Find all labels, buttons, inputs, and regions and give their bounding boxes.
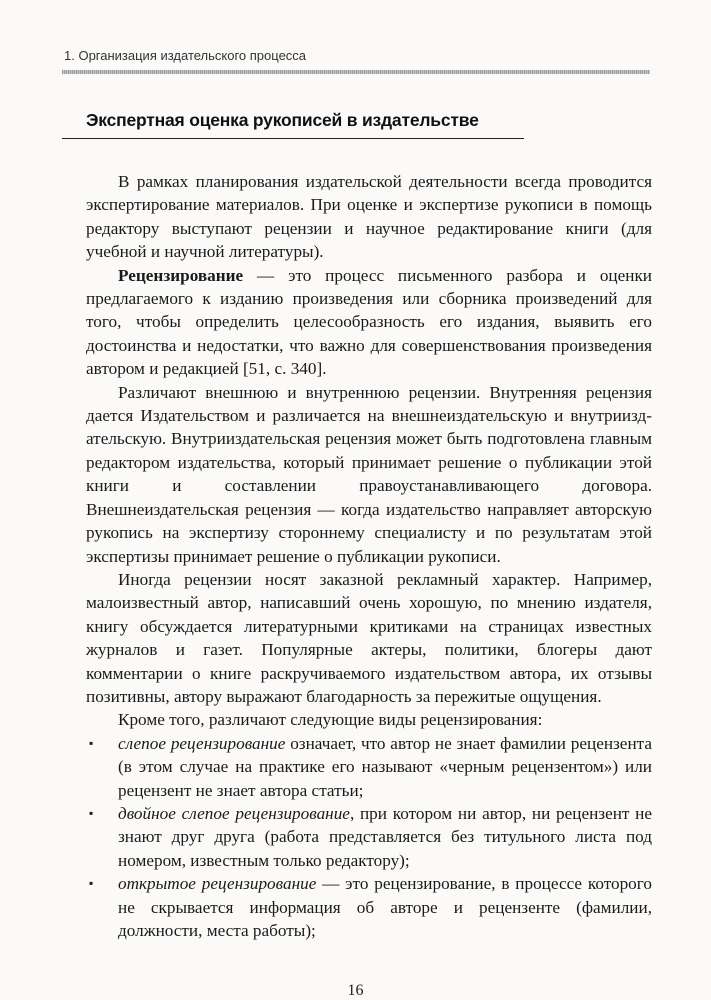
list-item: ▪ двойное слепое рецензирование, при котором ни автор, ни рецензент не знают друг друга (работа представляется без титульного листа под номером, известным только редактору); <box>86 802 652 872</box>
list-term: открытое рецензирование <box>118 874 317 894</box>
review-types-list <box>86 732 652 943</box>
header-rule <box>62 70 650 74</box>
term-recenzirovanie: Рецензирование <box>118 265 244 285</box>
title-underline <box>62 138 524 139</box>
page-number: 16 <box>347 982 364 999</box>
running-head: 1. Организация издательского процесса <box>64 48 307 63</box>
paragraph-4: Иногда рецензии носят заказной рекламный характер. Например, малоизвестный автор, написавший очень хорошую, по мнению издателя, книгу обсуждается литературными критиками на страницах известных журналов и газет. Популярные актеры, политики, блогеры дают комментарии о книге раскручиваемого издательством автора, их отзывы позитивны, автору выражают благодарность за пережитые ощущения. <box>86 569 652 706</box>
paragraph-2: Рецензирование — это процесс письменного разбора и оценки предлагаемого к изданию произведения или сборника произведений для того, чтобы определить целесообразность его издания, выявить его достоинства и недостатки, что важно для совершенствования произведения автором и редакцией [51, с. 340]. <box>86 265 652 379</box>
list-item: ▪ слепое рецензирование означает, что автор не знает фамилии рецензента (в этом случае на практике его называют «черным рецензентом») или рецензент не знает автора статьи; <box>86 732 652 802</box>
list-item: ▪ открытое рецензирование — это рецензирование, в процессе которого не скрывается информация об авторе и рецензенте (фамилии, должности, места работы); <box>86 872 652 942</box>
section-title: Экспертная оценка рукописей в издательстве <box>86 110 479 130</box>
body-text <box>86 170 652 942</box>
paragraph-3: Различают внешнюю и внутреннюю рецензии. Внутренняя рецензия дается Издательством и различается на внешнеиздательскую и внутрииздательскую. Внутрииздательская рецензия может быть подготовлена главным редактором издательства, который принимает решение о публикации этой книги и составлении правоустанавливающего договора. Внешнеиздательская рецензия — когда издательство направляет авторскую рукопись на экспертизу стороннему специалисту и по результатам этой экспертизы принимает решение о публикации рукописи. <box>86 382 652 566</box>
list-term: двойное слепое рецензирование <box>118 803 350 823</box>
paragraph-1: В рамках планирования издательской деятельности всегда проводится экспертирование материалов. При оценке и экспертизе рукописи в помощь редактору выступают рецензии и научное редактирование книги (для учебной и научной литературы). <box>86 172 652 262</box>
paragraph-5: Кроме того, различают следующие виды рецензирования: <box>118 710 543 730</box>
list-term: слепое рецензирование <box>118 733 286 753</box>
